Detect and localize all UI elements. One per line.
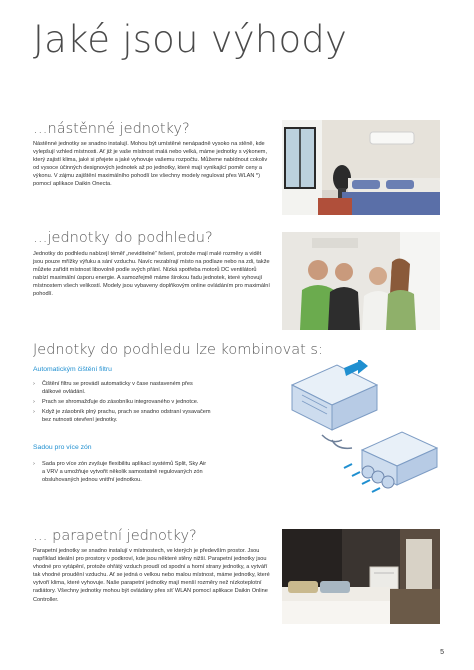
list-multizone [33,460,208,486]
section-text-floor-units: Parapetní jednotky se snadno instalují v místnostech, ve kterých je především prostor. Jsou například ideální pro prostory v podkroví, kde jsou některé stěny nižší. Parapetní jednotky jsou vhodné pro vytápění, protože ohřátý vzduch proudí od spodní a horní strany jednotky, a vytváří tak vhodné proudění vzduchu. Ať se jedná o velkou nebo malou místnost, máme jednotky, které vytvoří klima, které vyhovuje. Naše parapetní jednotky mají menší rozměry než nízkoteplotní radiátory. Všechny jednotky mohou být ovládány přes síť WLAN pomocí aplikace Daikin Online Controller. [33,548,270,603]
section-heading-combine: Jednotky do podhledu lze kombinovat s: [33,342,323,358]
list-item: › Sada pro více zón zvyšuje flexibilitu aplikací systémů Split, Sky Air a VRV a umožňuje vytvořit několik samostatně regulovaných zón obsluhovaných jednou vnitřní jednotkou. [33,461,207,484]
section-heading-wall-units: …nástěnné jednotky? [33,121,190,137]
list-item: › Prach se shromažďuje do zásobníku integrovaného v jednotce. [33,399,199,406]
section-heading-ceiling-units: …jednotky do podhledu? [33,230,213,246]
illustration-ducted-units [282,360,442,510]
list-item: › Když je zásobník plný prachu, prach se snadno odstraní vysavačem bez nutnosti otevření jednotky. [33,409,211,424]
page-number: 5 [440,649,444,656]
list-auto-filter [33,380,213,426]
subheading-auto-filter: Automatickým čištění filtru [33,366,112,373]
list-item: › Čištění filtru se provádí automaticky v čase nastaveném přes dálkové ovládání. [33,381,193,396]
subheading-multizone: Sadou pro více zón [33,444,92,451]
section-heading-floor-units: … parapetní jednotky? [33,528,197,544]
photo-bedroom-wall-unit [282,120,440,215]
section-text-ceiling-units: Jednotky do podhledu nabízejí téměř „neviditelné“ řešení, protože mají malé rozměry a vidět jsou pouze mřížky výfuku a sání vzduchu. Navíc nezabírají místo na podlaze nebo na zdi, takže můžete zařídit místnost libovolně podle svých přání. Nízká spotřeba motorů DC ventilátorů nabízí maximální úsporu energie. A samozřejmě máme širokou řadu jednotek, které vyhovují místnostem všech velikostí. Modely jsou vybaveny doplňkovým online ovládáním pro maximální pohodlí. [33,251,270,298]
page-title: Jaké jsou výhody [33,18,348,61]
photo-floor-unit-bedroom [282,529,440,624]
photo-people-kitchen [282,232,440,330]
section-text-wall-units: Nástěnné jednotky se snadno instalují. Mohou být umístěné nenápadně vysoko na stěně, kde vylepšují vzhled místnosti. Ať již je vaše místnost malá nebo velká, máme jednotky s výkonem, který zajistí klima, jaké si přejete a jaké vyhovuje vašemu rozpočtu. Můžeme nabídnout cokoliv od vysoce účinných designových jednotek až po jednotky, které mají vynikající poměr ceny a výkonu. V zájmu zajištění maximálního pohodlí lze všechny modely regulovat přes WLAN *) pomocí aplikace Daikin Onecta. [33,141,268,188]
